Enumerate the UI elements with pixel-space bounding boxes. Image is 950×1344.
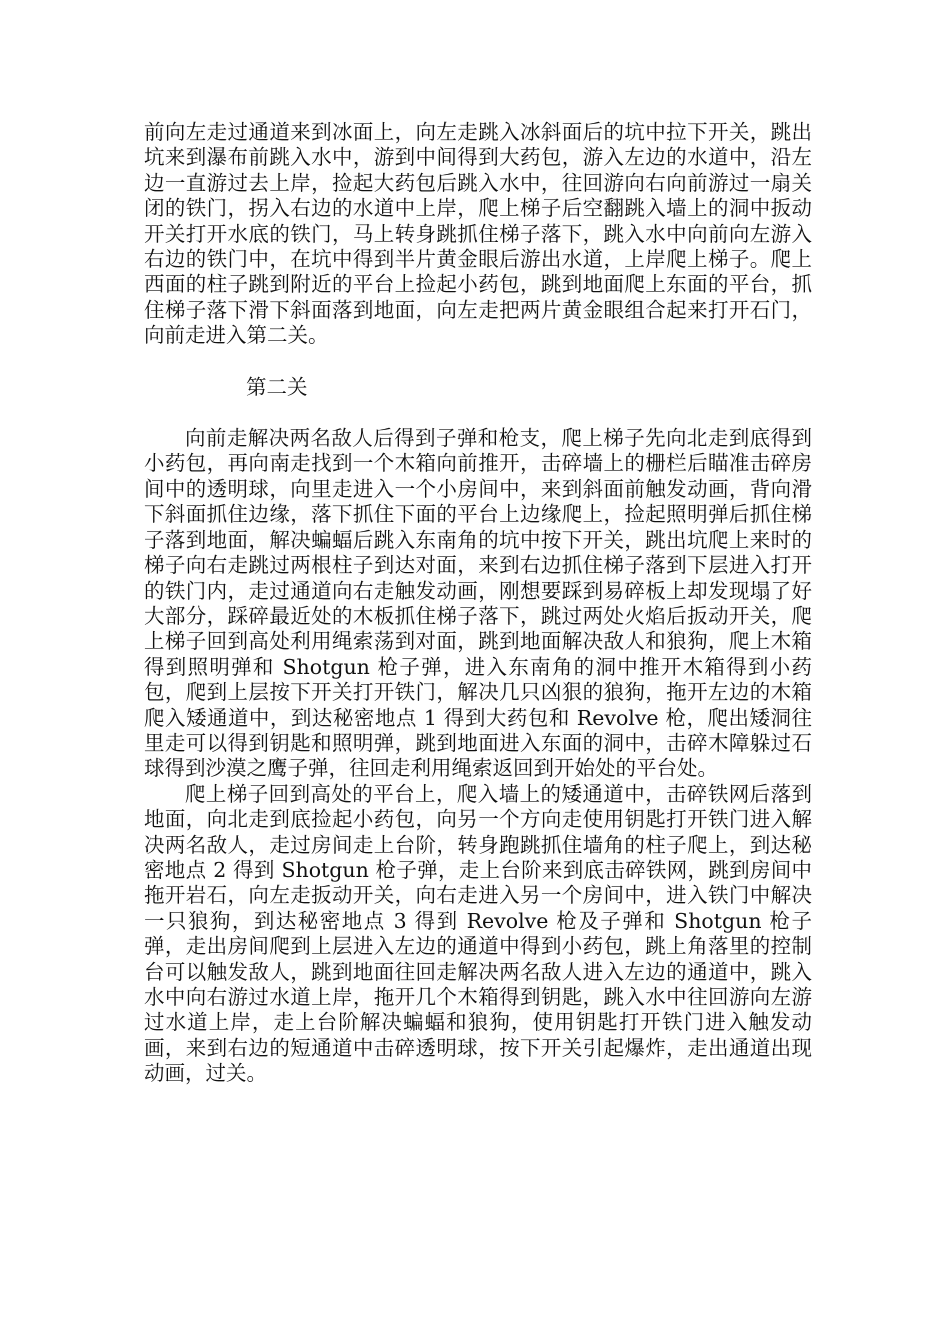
- paragraph-continued: 前向左走过通道来到冰面上，向左走跳入冰斜面后的坑中拉下开关，跳出坑来到瀑布前跳入水中，游到中间得到大药包，游入左边的水道中，沿左边一直游过去上岸，捡起大药包后跳入水中，往回游向右向前游过一扇关闭的铁门，拐入右边的水道中上岸，爬上梯子后空翻跳入墙上的洞中扳动开关打开水底的铁门，马上转身跳抓住梯子落下，跳入水中向前向左游入右边的铁门中，在坑中得到半片黄金眼后游出水道，上岸爬上梯子。爬上西面的柱子跳到附近的平台上捡起小药包，跳到地面爬上东面的平台，抓住梯子落下滑下斜面落到地面，向左走把两片黄金眼组合起来打开石门，向前走进入第二关。: [144, 120, 812, 348]
- document-body: [144, 120, 812, 1087]
- paragraph-level-two-part-one: 向前走解决两名敌人后得到子弹和枪支，爬上梯子先向北走到底得到小药包，再向南走找到一个木箱向前推开，击碎墙上的栅栏后瞄准击碎房间中的透明球，向里走进入一个小房间中，来到斜面前触发动画，背向滑下斜面抓住边缘，落下抓住下面的平台上边缘爬上，捡起照明弹后抓住梯子落到地面，解决蝙蝠后跳入东南角的坑中按下开关，跳出坑爬上来时的梯子向右走跳过两根柱子到达对面，来到右边抓住梯子落到下层进入打开的铁门内，走过通道向右走触发动画，刚想要踩到易碎板上却发现塌了好大部分，踩碎最近处的木板抓住梯子落下，跳过两处火焰后扳动开关，爬上梯子回到高处利用绳索荡到对面，跳到地面解决敌人和狼狗，爬上木箱得到照明弹和 Shotgun 枪子弹，进入东南角的洞中推开木箱得到小药包，爬到上层按下开关打开铁门，解决几只凶狠的狼狗，拖开左边的木箱爬入矮通道中，到达秘密地点 1 得到大药包和 Revolve 枪，爬出矮洞往里走可以得到钥匙和照明弹，跳到地面进入东面的洞中，击碎木障躲过石球得到沙漠之鹰子弹，往回走利用绳索返回到开始处的平台处。: [144, 426, 812, 781]
- paragraph-level-two-part-two: 爬上梯子回到高处的平台上，爬入墙上的矮通道中，击碎铁网后落到地面，向北走到底捡起小药包，向另一个方向走使用钥匙打开铁门进入解决两名敌人，走过房间走上台阶，转身跑跳抓住墙角的柱子爬上，到达秘密地点 2 得到 Shotgun 枪子弹，走上台阶来到底击碎铁网，跳到房间中拖开岩石，向左走扳动开关，向右走进入另一个房间中，进入铁门中解决一只狼狗，到达秘密地点 3 得到 Revolve 枪及子弹和 Shotgun 枪子弹，走出房间爬到上层进入左边的通道中得到小药包，跳上角落里的控制台可以触发敌人，跳到地面往回走解决两名敌人进入左边的通道中，跳入水中向右游过水道上岸，拖开几个木箱得到钥匙，跳入水中往回游向左游过水道上岸，走上台阶解决蝙蝠和狼狗，使用钥匙打开铁门进入触发动画，来到右边的短通道中击碎透明球，按下开关引起爆炸，走出通道出现动画，过关。: [144, 781, 812, 1086]
- section-heading: 第二关: [246, 374, 308, 399]
